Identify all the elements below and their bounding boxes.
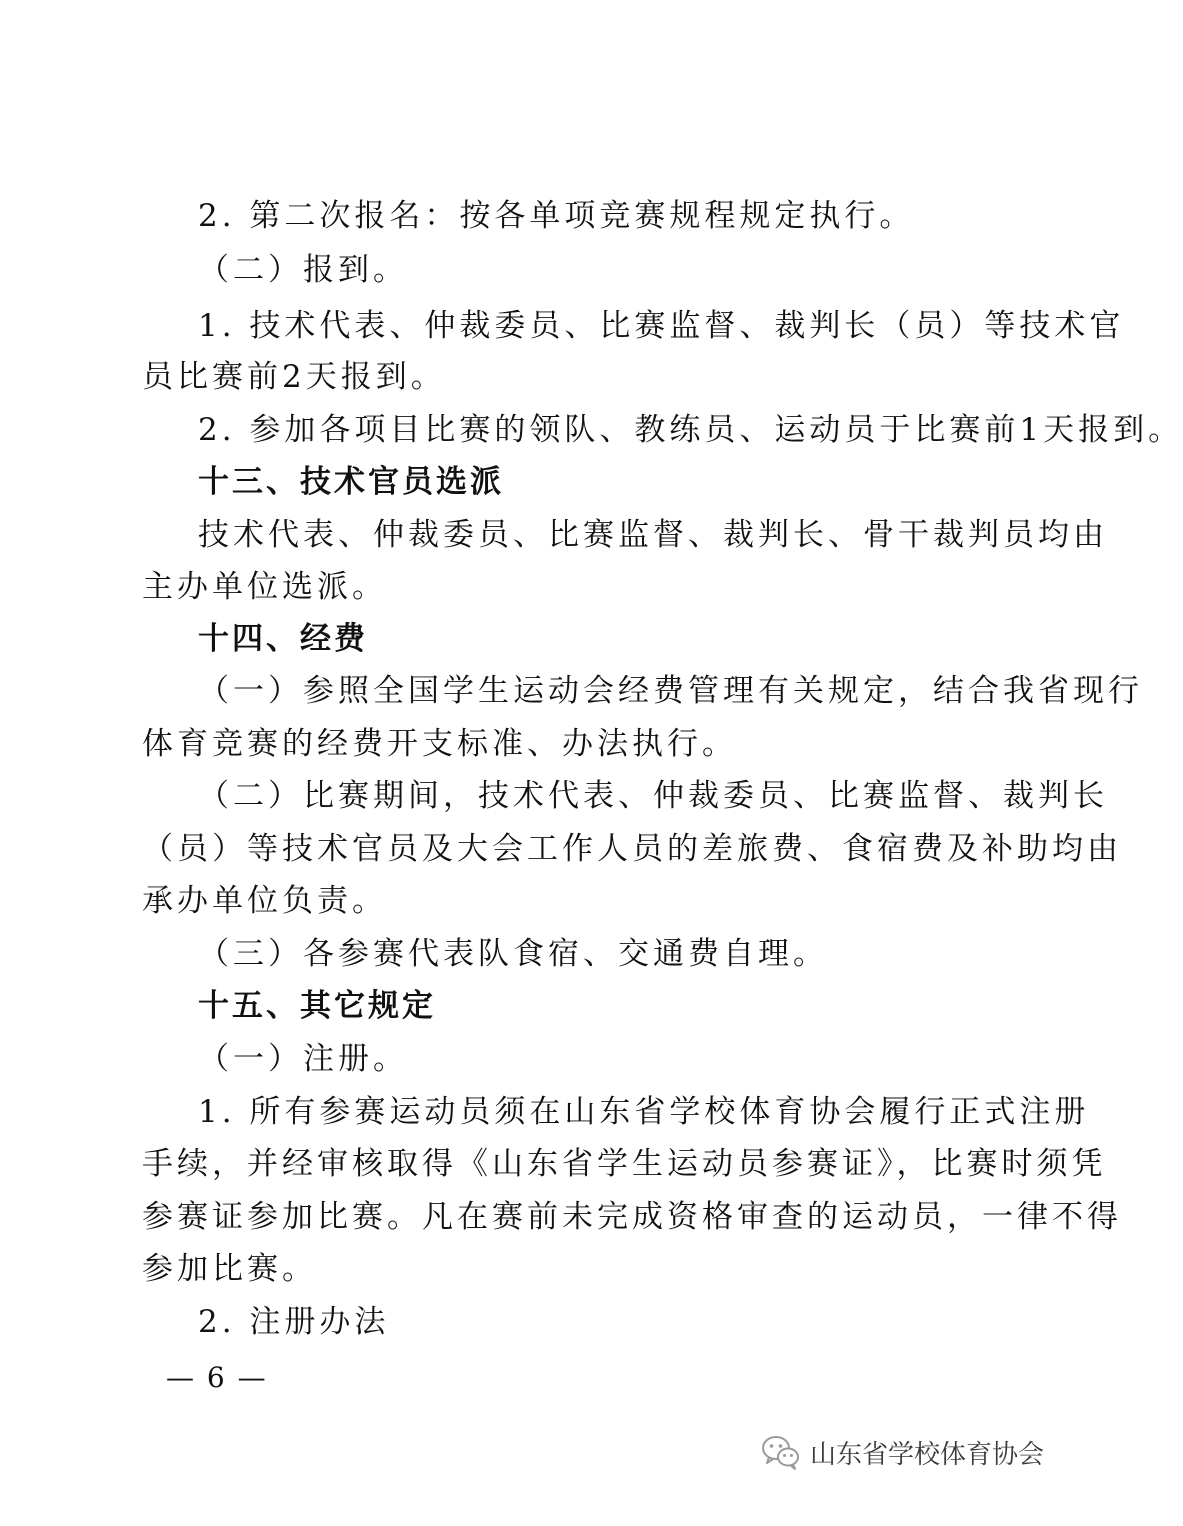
wechat-watermark <box>760 1430 1044 1474</box>
paragraph-line: 参赛证参加比赛。凡在赛前未完成资格审查的运动员，一律不得 <box>142 1199 1122 1235</box>
section-heading: 十四、经费 <box>198 621 368 657</box>
wechat-icon <box>760 1432 802 1472</box>
paragraph-line: 体育竞赛的经费开支标准、办法执行。 <box>142 726 737 762</box>
paragraph-line: （员）等技术官员及大会工作人员的差旅费、食宿费及补助均由 <box>142 831 1122 867</box>
paragraph-line: （二）报到。 <box>198 252 408 288</box>
paragraph-line: （二）比赛期间，技术代表、仲裁委员、比赛监督、裁判长 <box>198 778 1108 814</box>
paragraph-line: （一）注册。 <box>198 1041 408 1077</box>
paragraph-line: 参加比赛。 <box>142 1251 317 1287</box>
paragraph-line: 2. 参加各项目比赛的领队、教练员、运动员于比赛前1天报到。 <box>198 412 1183 448</box>
section-heading: 十三、技术官员选派 <box>198 464 504 500</box>
paragraph-line: 手续，并经审核取得《山东省学生运动员参赛证》，比赛时须凭 <box>142 1146 1107 1182</box>
watermark-text: 山东省学校体育协会 <box>810 1439 1045 1470</box>
paragraph-line: 承办单位负责。 <box>142 883 387 919</box>
paragraph-line: 2. 注册办法 <box>198 1304 390 1340</box>
paragraph-line: 技术代表、仲裁委员、比赛监督、裁判长、骨干裁判员均由 <box>198 517 1108 553</box>
paragraph-line: 1. 所有参赛运动员须在山东省学校体育协会履行正式注册 <box>198 1094 1090 1130</box>
paragraph-line: 1. 技术代表、仲裁委员、比赛监督、裁判长（员）等技术官 <box>198 308 1125 344</box>
paragraph-line: （三）各参赛代表队食宿、交通费自理。 <box>198 936 828 972</box>
page-number: — 6 — <box>166 1361 268 1394</box>
paragraph-line: （一）参照全国学生运动会经费管理有关规定，结合我省现行 <box>198 673 1143 709</box>
paragraph-line: 主办单位选派。 <box>142 569 387 605</box>
paragraph-line: 2. 第二次报名：按各单项竞赛规程规定执行。 <box>198 198 915 234</box>
section-heading: 十五、其它规定 <box>198 988 436 1024</box>
paragraph-line: 员比赛前2天报到。 <box>142 359 446 395</box>
